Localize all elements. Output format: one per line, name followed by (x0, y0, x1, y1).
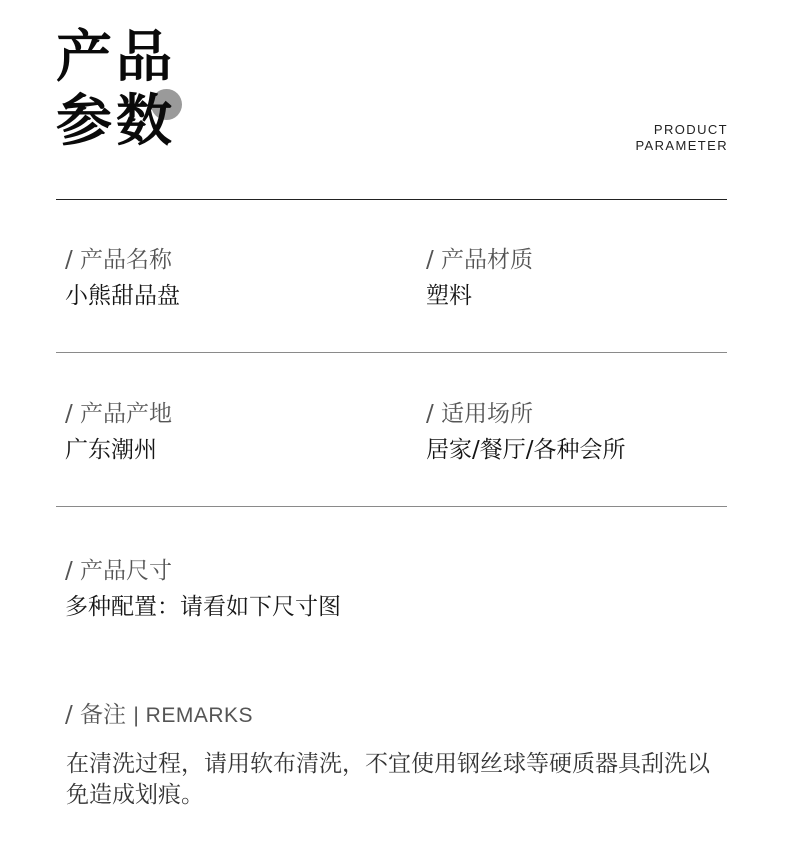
title-line-1: 产品 (56, 25, 176, 90)
field-value: 小熊甜品盘 (65, 283, 180, 309)
field-product-name (65, 245, 180, 311)
remarks-label-en: | REMARKS (133, 704, 254, 727)
english-title (635, 122, 728, 154)
field-value: 居家/餐厅/各种会所 (426, 437, 626, 463)
row-divider (56, 352, 727, 353)
field-size (65, 556, 341, 622)
field-label: / 产品产地 (65, 401, 173, 427)
field-label: / 产品尺寸 (65, 558, 173, 584)
title-line-2: 参数 (56, 89, 176, 154)
english-title-line-2: PARAMETER (635, 138, 728, 153)
row-divider (56, 506, 727, 507)
remarks-label-zh: / 备注 (65, 702, 127, 728)
remarks-label (65, 700, 253, 731)
field-usage (426, 399, 626, 465)
field-material (426, 245, 533, 311)
field-label: / 产品名称 (65, 247, 173, 273)
header-divider (56, 199, 727, 200)
field-value: 塑料 (426, 283, 472, 309)
field-value: 广东潮州 (65, 437, 157, 463)
page-title (56, 26, 176, 154)
field-label: / 产品材质 (426, 247, 534, 273)
field-label: / 适用场所 (426, 401, 534, 427)
field-value: 多种配置：请看如下尺寸图 (65, 594, 341, 620)
english-title-line-1: PRODUCT (653, 122, 728, 137)
remarks-text: 在清洗过程，请用软布清洗，不宜使用钢丝球等硬质器具刮洗以免造成划痕。 (66, 751, 710, 808)
field-origin (65, 399, 172, 465)
